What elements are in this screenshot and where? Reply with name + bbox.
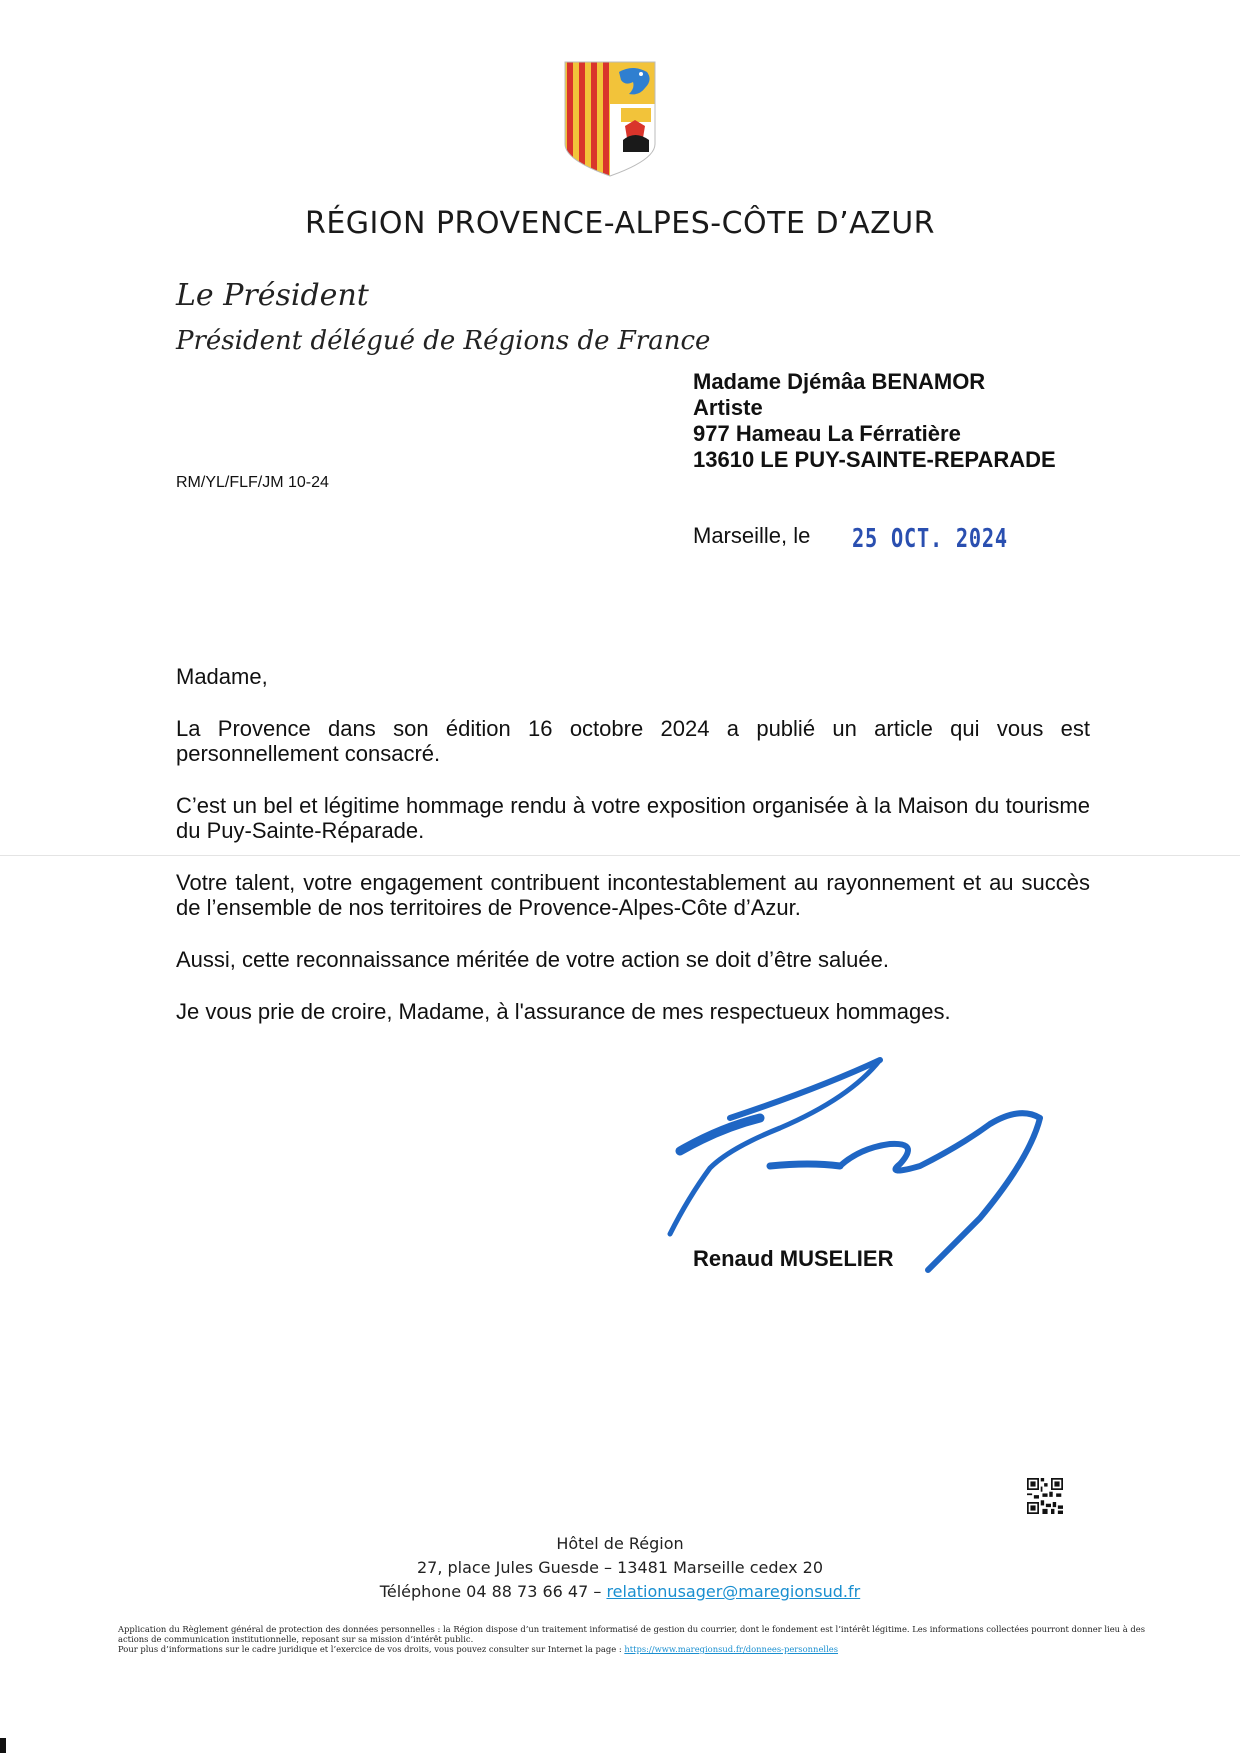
footer-building: Hôtel de Région	[556, 1534, 684, 1553]
reference-code: RM/YL/FLF/JM 10-24	[176, 474, 329, 491]
recipient-city: 13610 LE PUY-SAINTE-REPARADE	[693, 447, 1056, 472]
legal-notice	[118, 1624, 1158, 1654]
footer-address	[0, 1532, 1240, 1604]
president-subtitle: Président délégué de Régions de France	[176, 326, 711, 356]
body-paragraph: Votre talent, votre engagement contribuent incontestablement au rayonnement et au succès de l’ensemble de nos territoires de Provence-Alpes-Côte d’Azur.	[176, 870, 1090, 920]
region-crest-logo	[563, 60, 657, 178]
scan-artifact-line	[0, 855, 1240, 856]
region-title: RÉGION PROVENCE-ALPES-CÔTE D’AZUR	[304, 206, 936, 241]
letter-body	[176, 664, 1090, 1051]
signatory-name: Renaud MUSELIER	[693, 1246, 894, 1271]
scan-corner-mark	[0, 1738, 6, 1753]
date-place: Marseille, le	[693, 523, 811, 548]
body-paragraph: La Provence dans son édition 16 octobre 2024 a publié un article qui vous est personnellement consacré.	[176, 716, 1090, 766]
legal-notice-rights: Pour plus d’informations sur le cadre juridique et l’exercice de vos droits, vous pouvez consulter sur Internet la page : https://www.maregionsud.fr/donnees-personnelles	[118, 1644, 839, 1654]
date-stamp: 25 OCT. 2024	[852, 524, 1008, 554]
footer-contact	[0, 1580, 1240, 1604]
footer-email-link[interactable]: relationusager@maregionsud.fr	[606, 1582, 861, 1601]
legal-url-link[interactable]: https://www.maregionsud.fr/donnees-personnelles	[624, 1644, 839, 1654]
body-paragraph: C’est un bel et légitime hommage rendu à votre exposition organisée à la Maison du tourisme du Puy-Sainte-Réparade.	[176, 793, 1090, 843]
qr-code-icon	[1027, 1478, 1063, 1514]
closing-formula: Je vous prie de croire, Madame, à l'assurance de mes respectueux hommages.	[176, 999, 951, 1024]
recipient-name: Madame Djémâa BENAMOR	[693, 369, 986, 394]
recipient-title: Artiste	[693, 395, 763, 420]
handwritten-signature	[660, 1048, 1120, 1278]
footer-street: 27, place Jules Guesde – 13481 Marseille cedex 20	[416, 1558, 823, 1577]
recipient-address-block	[693, 369, 1056, 473]
recipient-street: 977 Hameau La Férratière	[693, 421, 961, 446]
president-title: Le Président	[176, 278, 369, 313]
body-paragraph: Aussi, cette reconnaissance méritée de votre action se doit d’être saluée.	[176, 947, 889, 972]
footer-phone: Téléphone 04 88 73 66 47 –	[379, 1582, 607, 1601]
legal-notice-text: Application du Règlement général de protection des données personnelles : la Région dispose d’un traitement informatisé de gestion du courrier, dont le fondement est l’intérêt légitime. Les informations collectées pourront donner lieu à des actions de communication institutionnelle, reposant sur sa mission d’intérêt public.	[118, 1624, 1145, 1644]
salutation: Madame,	[176, 664, 268, 689]
